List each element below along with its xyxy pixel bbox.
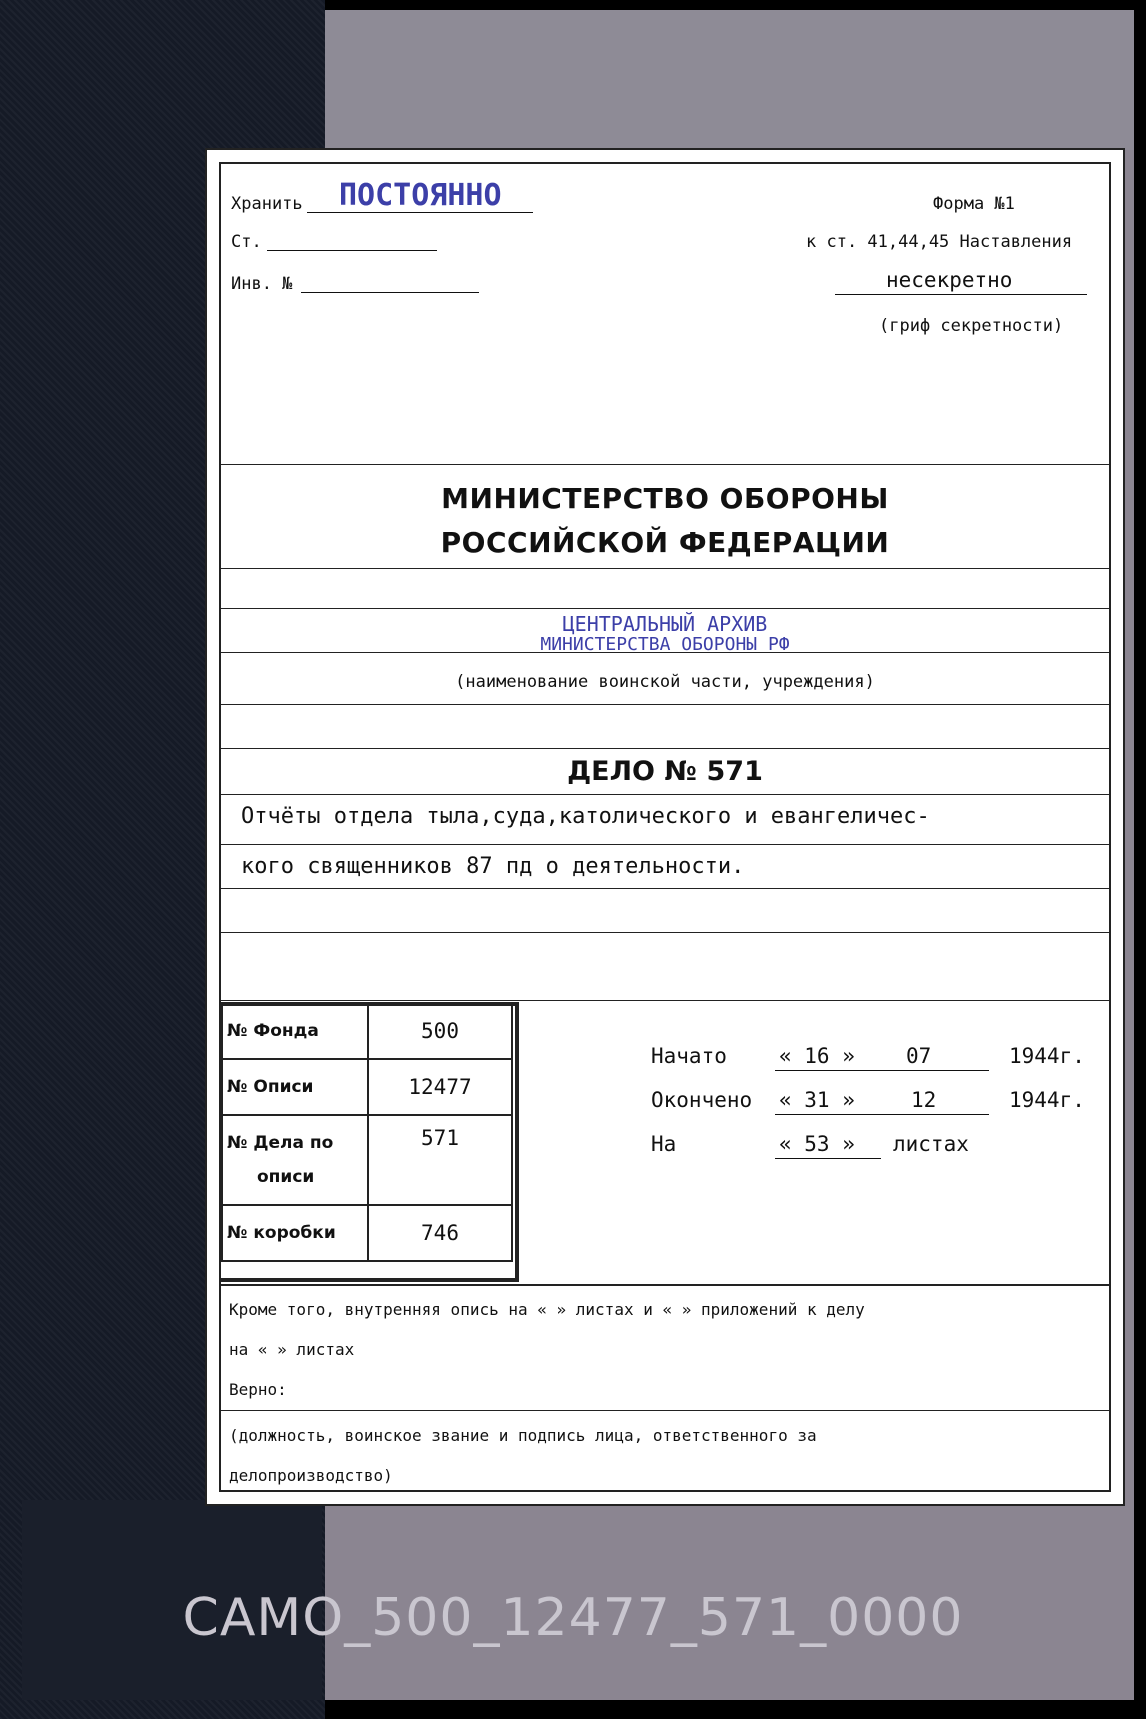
inv-label: Инв. № bbox=[231, 274, 293, 294]
ministry-title-line2: РОССИЙСКОЙ ФЕДЕРАЦИИ bbox=[440, 526, 890, 559]
archive-stamp-line1: ЦЕНТРАЛЬНЫЙ АРХИВ bbox=[562, 612, 768, 636]
extra-inventory-line2: на « » листах bbox=[229, 1340, 355, 1359]
started-day: « 16 » bbox=[779, 1044, 855, 1068]
registry-value: 746 bbox=[368, 1205, 512, 1261]
registry-label: № коробки bbox=[222, 1205, 368, 1261]
registry-table-frame bbox=[221, 1002, 519, 1282]
inv-underline bbox=[301, 292, 479, 293]
secrecy-underline bbox=[835, 294, 1087, 295]
sheets-label: листах bbox=[893, 1132, 969, 1156]
started-year: 1944г. bbox=[1009, 1044, 1085, 1068]
sheets-count: « 53 » bbox=[779, 1132, 855, 1156]
registry-value: 12477 bbox=[368, 1059, 512, 1115]
secrecy-caption: (гриф секретности) bbox=[879, 316, 1064, 336]
sheets-underline bbox=[775, 1158, 881, 1159]
started-label: Начато bbox=[651, 1044, 727, 1068]
secrecy-value: несекретно bbox=[886, 268, 1013, 292]
st-underline bbox=[267, 250, 437, 251]
regulation-ref: к ст. 41,44,45 Наставления bbox=[806, 232, 1073, 252]
registry-label: № Описи bbox=[222, 1059, 368, 1115]
verified-label: Верно: bbox=[229, 1380, 287, 1399]
divider bbox=[221, 568, 1109, 569]
registry-label-line1: № Дела по bbox=[227, 1133, 334, 1153]
case-cover-card bbox=[205, 148, 1125, 1506]
divider bbox=[221, 464, 1109, 465]
case-description-line1: Отчёты отдела тыла,суда,католического и евангеличес- bbox=[241, 804, 930, 829]
registry-label: № Фонда bbox=[222, 1003, 368, 1059]
case-heading bbox=[221, 756, 1109, 787]
divider bbox=[221, 704, 1109, 705]
registry-value: 500 bbox=[368, 1003, 512, 1059]
case-description-line2: кого священников 87 пд о деятельности. bbox=[241, 854, 745, 879]
divider bbox=[221, 932, 1109, 933]
image-caption: CAMO_500_12477_571_0000 bbox=[182, 1588, 964, 1648]
keep-label: Хранить bbox=[231, 194, 303, 214]
ended-month: 12 bbox=[911, 1088, 937, 1112]
signature-caption-line1: (должность, воинское звание и подпись лица, ответственного за bbox=[229, 1426, 817, 1445]
divider bbox=[221, 794, 1109, 795]
divider bbox=[221, 652, 1109, 653]
started-underline bbox=[775, 1070, 989, 1071]
divider bbox=[221, 888, 1109, 889]
st-label: Ст. bbox=[231, 232, 262, 252]
keep-stamp: ПОСТОЯННО bbox=[339, 178, 502, 213]
ministry-title-line1: МИНИСТЕРСТВО ОБОРОНЫ bbox=[441, 482, 889, 515]
sheets-on-label: На bbox=[651, 1132, 677, 1156]
archive-stamp-line2: МИНИСТЕРСТВА ОБОРОНЫ РФ bbox=[540, 634, 790, 655]
started-month: 07 bbox=[906, 1044, 932, 1068]
ended-day: « 31 » bbox=[779, 1088, 855, 1112]
divider bbox=[221, 748, 1109, 749]
unit-caption: (наименование воинской части, учреждения) bbox=[455, 672, 875, 692]
ended-year: 1944г. bbox=[1009, 1088, 1085, 1112]
registry-value: 571 bbox=[368, 1115, 512, 1205]
case-label: ДЕЛО № bbox=[567, 756, 697, 787]
divider bbox=[221, 608, 1109, 609]
archive-folder-top bbox=[320, 10, 1134, 150]
registry-label-line2: описи bbox=[257, 1167, 315, 1187]
extra-inventory-line1: Кроме того, внутренняя опись на « » листах и « » приложений к делу bbox=[229, 1300, 865, 1319]
form-number: Форма №1 bbox=[933, 194, 1015, 214]
divider bbox=[221, 1284, 1109, 1286]
case-number: 571 bbox=[706, 756, 763, 787]
divider bbox=[221, 1000, 1109, 1001]
divider bbox=[221, 1410, 1109, 1411]
case-cover-frame bbox=[219, 162, 1111, 1492]
ended-underline bbox=[775, 1114, 989, 1115]
signature-caption-line2: делопроизводство) bbox=[229, 1466, 393, 1485]
divider bbox=[221, 844, 1109, 845]
ended-label: Окончено bbox=[651, 1088, 753, 1112]
